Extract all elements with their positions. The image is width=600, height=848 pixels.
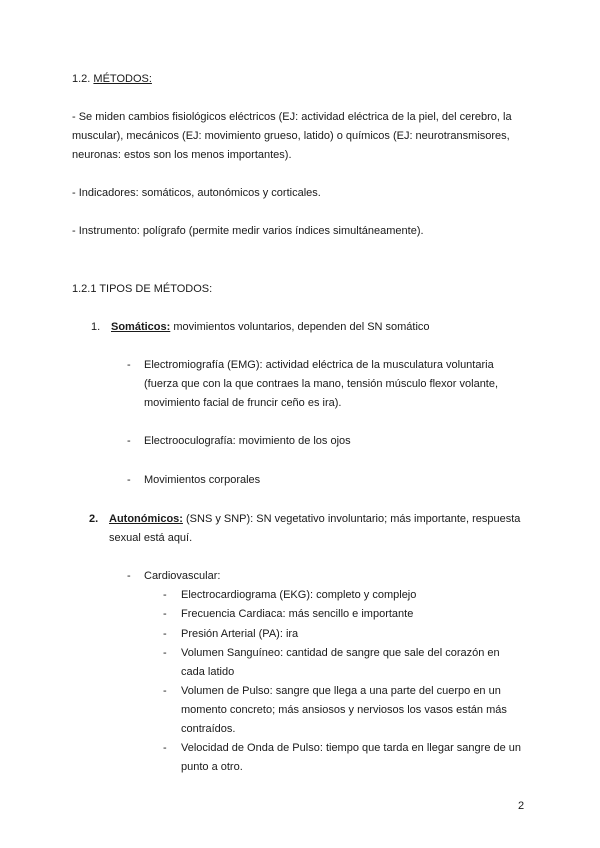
section-number: 1.2. xyxy=(72,73,91,85)
term-autonomicos: Autonómicos: xyxy=(109,513,183,525)
bullet-dash: - xyxy=(163,647,167,659)
item-text-line: sexual está aquí. xyxy=(109,532,193,544)
sub-bullet-line: momento concreto; más ansiosos y nerviosos los vasos están más xyxy=(181,704,507,716)
list-number: 2. xyxy=(89,513,99,525)
sub-bullet-line: punto a otro. xyxy=(181,761,243,773)
bullet-line: movimiento facial de fruncir ceño es ira). xyxy=(144,397,342,409)
sub-bullet-line: cada latido xyxy=(181,666,235,678)
sub-bullet-line: Volumen de Pulso: sangre que llega a una parte del cuerpo en un xyxy=(181,685,501,697)
sub-bullet-line: Presión Arterial (PA): ira xyxy=(181,628,299,640)
paragraph-line: neuronas: estos son los menos importantes). xyxy=(72,149,292,161)
bullet-line: Electromiografía (EMG): actividad eléctrica de la musculatura voluntaria xyxy=(144,359,494,371)
bullet-dash: - xyxy=(163,628,167,640)
subsection-heading: 1.2.1 TIPOS DE MÉTODOS: xyxy=(72,283,213,295)
list-number: 1. xyxy=(91,321,101,333)
bullet-dash: - xyxy=(127,435,131,447)
bullet-line: (fuerza que con la que contraes la mano, tensión músculo flexor volante, xyxy=(144,378,499,390)
section-title: MÉTODOS: xyxy=(93,73,152,85)
sub-bullet-line: contraídos. xyxy=(181,723,236,735)
sub-bullet-line: Volumen Sanguíneo: cantidad de sangre que sale del corazón en xyxy=(181,647,500,659)
bullet-dash: - xyxy=(163,742,167,754)
sub-bullet-line: Electrocardiograma (EKG): completo y complejo xyxy=(181,589,417,601)
bullet-dash: - xyxy=(163,685,167,697)
item-text: movimientos voluntarios, dependen del SN somático xyxy=(170,321,430,333)
cardio-label: Cardiovascular: xyxy=(144,570,221,582)
bullet-dash: - xyxy=(127,570,131,582)
list-item-autonomicos xyxy=(109,510,520,529)
item-text: (SNS y SNP): SN vegetativo involuntario; más importante, respuesta xyxy=(182,513,521,525)
sub-bullet-line: Frecuencia Cardiaca: más sencillo e importante xyxy=(181,608,414,620)
bullet-dash: - xyxy=(163,608,167,620)
bullet-dash: - xyxy=(163,589,167,601)
paragraph-line: - Se miden cambios fisiológicos eléctricos (EJ: actividad eléctrica de la piel, del cerebro, la xyxy=(72,111,512,123)
bullet-dash: - xyxy=(127,359,131,371)
paragraph-line: muscular), mecánicos (EJ: movimiento grueso, latido) o químicos (EJ: neurotransmisores, xyxy=(72,130,510,142)
sub-bullet-line: Velocidad de Onda de Pulso: tiempo que tarda en llegar sangre de un xyxy=(181,742,522,754)
bullet-dash: - xyxy=(127,474,131,486)
term-somaticos: Somáticos: xyxy=(111,321,171,333)
paragraph-indicadores: - Indicadores: somáticos, autonómicos y corticales. xyxy=(72,187,321,199)
list-item-somaticos xyxy=(111,318,430,337)
section-heading xyxy=(72,70,152,89)
paragraph-instrumento: - Instrumento: polígrafo (permite medir varios índices simultáneamente). xyxy=(72,225,424,237)
page-number: 2 xyxy=(518,800,525,812)
bullet-line: Movimientos corporales xyxy=(144,474,261,486)
bullet-line: Electrooculografía: movimiento de los ojos xyxy=(144,435,351,447)
